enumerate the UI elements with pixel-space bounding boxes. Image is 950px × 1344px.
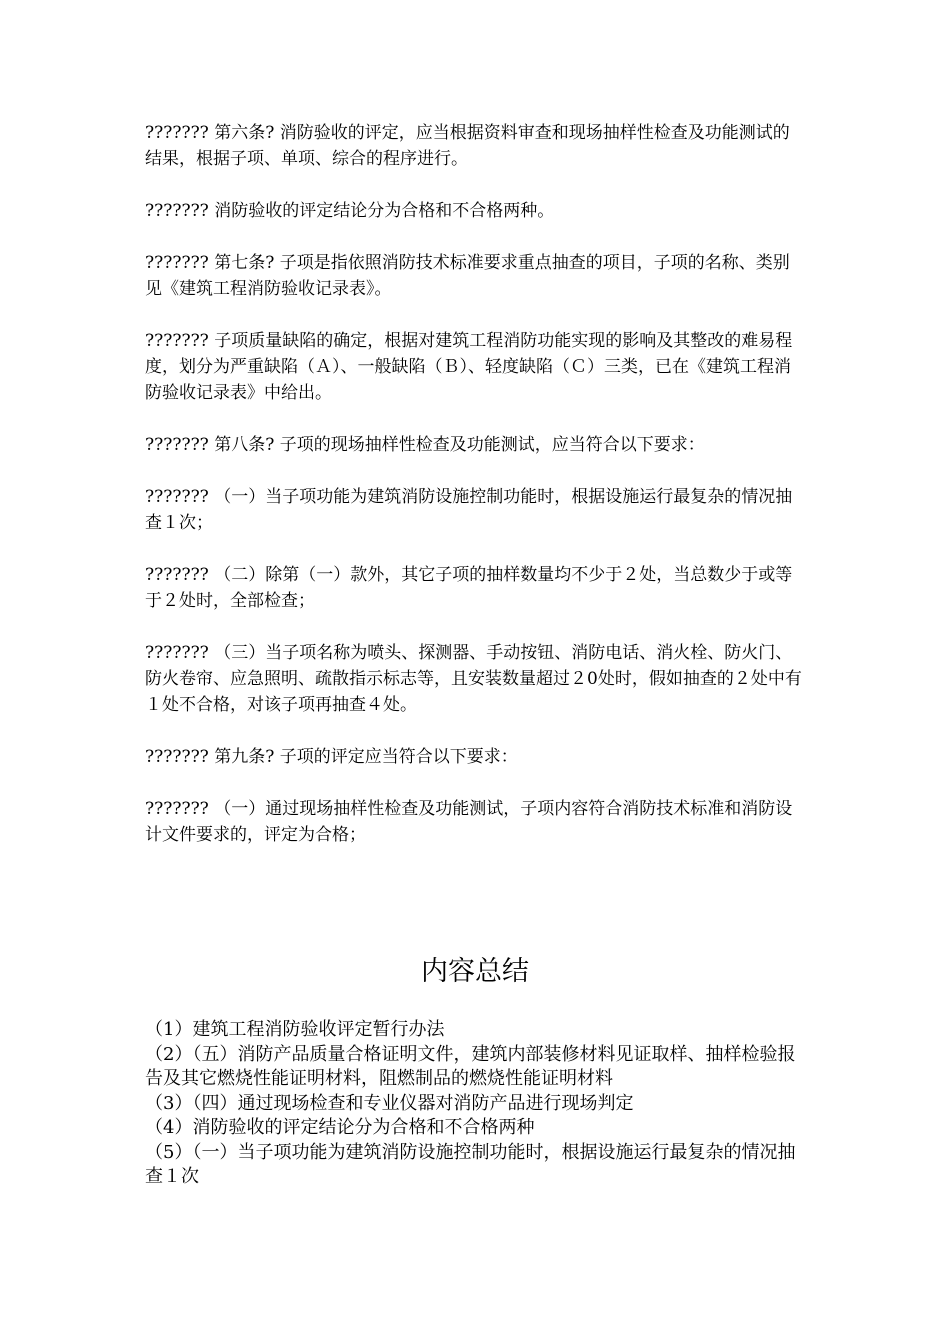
summary-item-4: （4）消防验收的评定结论分为合格和不合格两种 bbox=[145, 1117, 535, 1138]
defect-classification-paragraph: ??????? 子项质量缺陷的确定，根据对建筑工程消防功能实现的影响及其整改的难易程度，划分为严重缺陷（Ａ）、一般缺陷（Ｂ）、轻度缺陷（Ｃ）三类，已在《建筑工程消防验收记录表》中给出。 bbox=[145, 331, 793, 403]
article-8-paragraph: ??????? 第八条? 子项的现场抽样性检查及功能测试，应当符合以下要求： bbox=[145, 435, 705, 455]
article-8-item-3: ??????? （三）当子项名称为喷头、探测器、手动按钮、消防电话、消火栓、防火门、防火卷帘、应急照明、疏散指示标志等，且安装数量超过２0处时，假如抽查的２处中有１处不合格，对该子项再抽查４处。 bbox=[145, 643, 802, 715]
evaluation-conclusion-paragraph: ??????? 消防验收的评定结论分为合格和不合格两种。 bbox=[145, 201, 555, 221]
article-8-item-1: ??????? （一）当子项功能为建筑消防设施控制功能时，根据设施运行最复杂的情况抽查１次； bbox=[145, 487, 793, 533]
summary-item-5: （5）（一）当子项功能为建筑消防设施控制功能时，根据设施运行最复杂的情况抽查１次 bbox=[145, 1141, 796, 1187]
article-9-paragraph: ??????? 第九条? 子项的评定应当符合以下要求： bbox=[145, 747, 518, 767]
document-body bbox=[145, 120, 805, 874]
summary-list bbox=[145, 1018, 805, 1190]
summary-item-1: （1）建筑工程消防验收评定暂行办法 bbox=[145, 1019, 445, 1040]
article-9-item-1: ??????? （一）通过现场抽样性检查及功能测试，子项内容符合消防技术标准和消防设计文件要求的，评定为合格； bbox=[145, 799, 793, 845]
summary-item-3: （3）（四）通过现场检查和专业仪器对消防产品进行现场判定 bbox=[145, 1092, 634, 1114]
article-8-item-2: ??????? （二）除第（一）款外，其它子项的抽样数量均不少于２处，当总数少于或等于２处时，全部检查； bbox=[145, 565, 793, 611]
article-7-paragraph: ??????? 第七条? 子项是指依照消防技术标准要求重点抽查的项目，子项的名称、类别见《建筑工程消防验收记录表》。 bbox=[145, 253, 790, 299]
article-6-paragraph: ??????? 第六条? 消防验收的评定，应当根据资料审查和现场抽样性检查及功能测试的结果，根据子项、单项、综合的程序进行。 bbox=[145, 123, 790, 169]
summary-item-2: （2）（五）消防产品质量合格证明文件，建筑内部装修材料见证取样、抽样检验报告及其它燃烧性能证明材料，阻燃制品的燃烧性能证明材料 bbox=[145, 1043, 796, 1089]
summary-title: 内容总结 bbox=[421, 956, 529, 987]
